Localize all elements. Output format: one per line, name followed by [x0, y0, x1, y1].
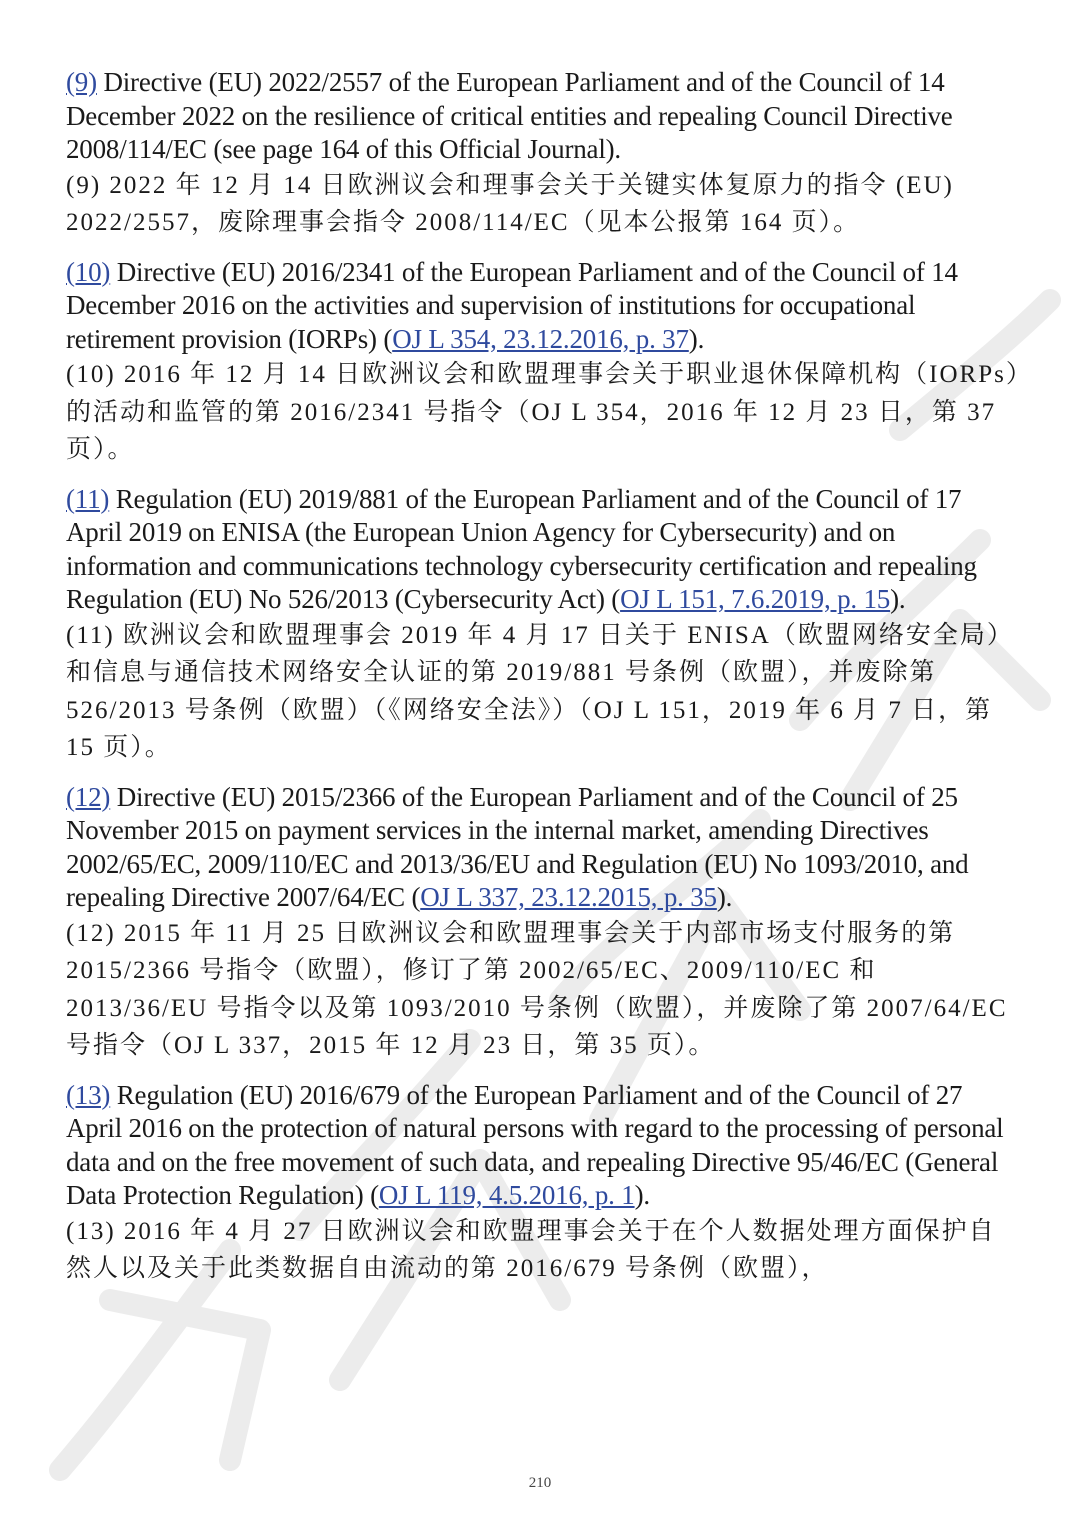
entry-english-text: (9) Directive (EU) 2022/2557 of the European Parliament and of the Council of 14 December 2022 on the resilience of critical entities and repealing Council Directive 2008/114/EC (see page 164 of this Official Journal).	[66, 67, 953, 164]
entry-number-link[interactable]: (11)	[66, 483, 110, 514]
entry-chinese-text: (12) 2015 年 11 月 25 日欧洲议会和欧盟理事会关于内部市场支付服务的第 2015/2366 号指令（欧盟），修订了第 2002/65/EC、2009/110/EC 和 2013/36/EU 号指令以及第 1093/2010 号条例（欧盟），并废除了第 2007/64/EC 号指令（OJ L 337，2015 年 12 月 23 日，第 35 页）。	[66, 919, 1008, 1059]
entry-chinese-text: (13) 2016 年 4 月 27 日欧洲议会和欧盟理事会关于在个人数据处理方面保护自然人以及关于此类数据自由流动的第 2016/679 号条例（欧盟），	[66, 1217, 996, 1282]
reference-entry-11	[66, 483, 1021, 767]
entry-chinese-text: (9) 2022 年 12 月 14 日欧洲议会和理事会关于关键实体复原力的指令 (EU) 2022/2557，废除理事会指令 2008/114/EC（见本公报第 164 页）。	[66, 171, 954, 236]
entry-chinese-text: (11) 欧洲议会和欧盟理事会 2019 年 4 月 17 日关于 ENISA（欧盟网络安全局）和信息与通信技术网络安全认证的第 2019/881 号条例（欧盟），并废除第 526/2013 号条例（欧盟）（《网络安全法》）（OJ L 151，2019 年 6 月 7 日，第 15 页）。	[66, 621, 1014, 761]
oj-reference-link[interactable]: OJ L 337, 23.12.2015, p. 35	[420, 882, 717, 912]
reference-entry-10	[66, 256, 1021, 469]
oj-reference-link[interactable]: OJ L 151, 7.6.2019, p. 15	[620, 584, 891, 614]
oj-reference-link[interactable]: OJ L 119, 4.5.2016, p. 1	[378, 1180, 635, 1210]
oj-reference-link[interactable]: OJ L 354, 23.12.2016, p. 37	[392, 323, 689, 354]
entry-english-text: (13) Regulation (EU) 2016/679 of the European Parliament and of the Council of 27 April 2016 on the protection of natural persons with regard to the processing of personal data and on the free movement of such data, and repealing Directive 95/46/EC (General Data Protection Regulation) (OJ L 119, 4.5.2016, p. 1).	[66, 1079, 1004, 1210]
entry-number-link[interactable]: (10)	[66, 256, 111, 287]
reference-entry-12	[66, 781, 1021, 1065]
page-number: 210	[528, 1475, 552, 1491]
entry-chinese-text: (10) 2016 年 12 月 14 日欧洲议会和欧盟理事会关于职业退休保障机构（IORPs）的活动和监管的第 2016/2341 号指令（OJ L 354，2016 年 12 月 23 日，第 37 页）。	[66, 361, 1021, 463]
reference-entry-9	[66, 66, 1021, 242]
entry-number-link[interactable]: (13)	[66, 1079, 111, 1110]
entry-english-text: (10) Directive (EU) 2016/2341 of the European Parliament and of the Council of 14 December 2016 on the activities and supervision of institutions for occupational retirement provision (IORPs) (OJ L 354, 23.12.2016, p. 37).	[66, 256, 958, 354]
document-page	[66, 66, 1021, 1302]
entry-number-link[interactable]: (9)	[66, 67, 97, 97]
reference-entry-13	[66, 1079, 1021, 1288]
entry-number-link[interactable]: (12)	[66, 781, 111, 812]
entry-english-text: (11) Regulation (EU) 2019/881 of the European Parliament and of the Council of 17 April 2019 on ENISA (the European Union Agency for Cybersecurity) and on information and communications technology cybersecurity certification and repealing Regulation (EU) No 526/2013 (Cybersecurity Act) (OJ L 151, 7.6.2019, p. 15).	[66, 483, 977, 614]
entry-english-text: (12) Directive (EU) 2015/2366 of the European Parliament and of the Council of 25 November 2015 on payment services in the internal market, amending Directives 2002/65/EC, 2009/110/EC and 2013/36/EU and Regulation (EU) No 1093/2010, and repealing Directive 2007/64/EC (OJ L 337, 23.12.2015, p. 35).	[66, 781, 969, 912]
